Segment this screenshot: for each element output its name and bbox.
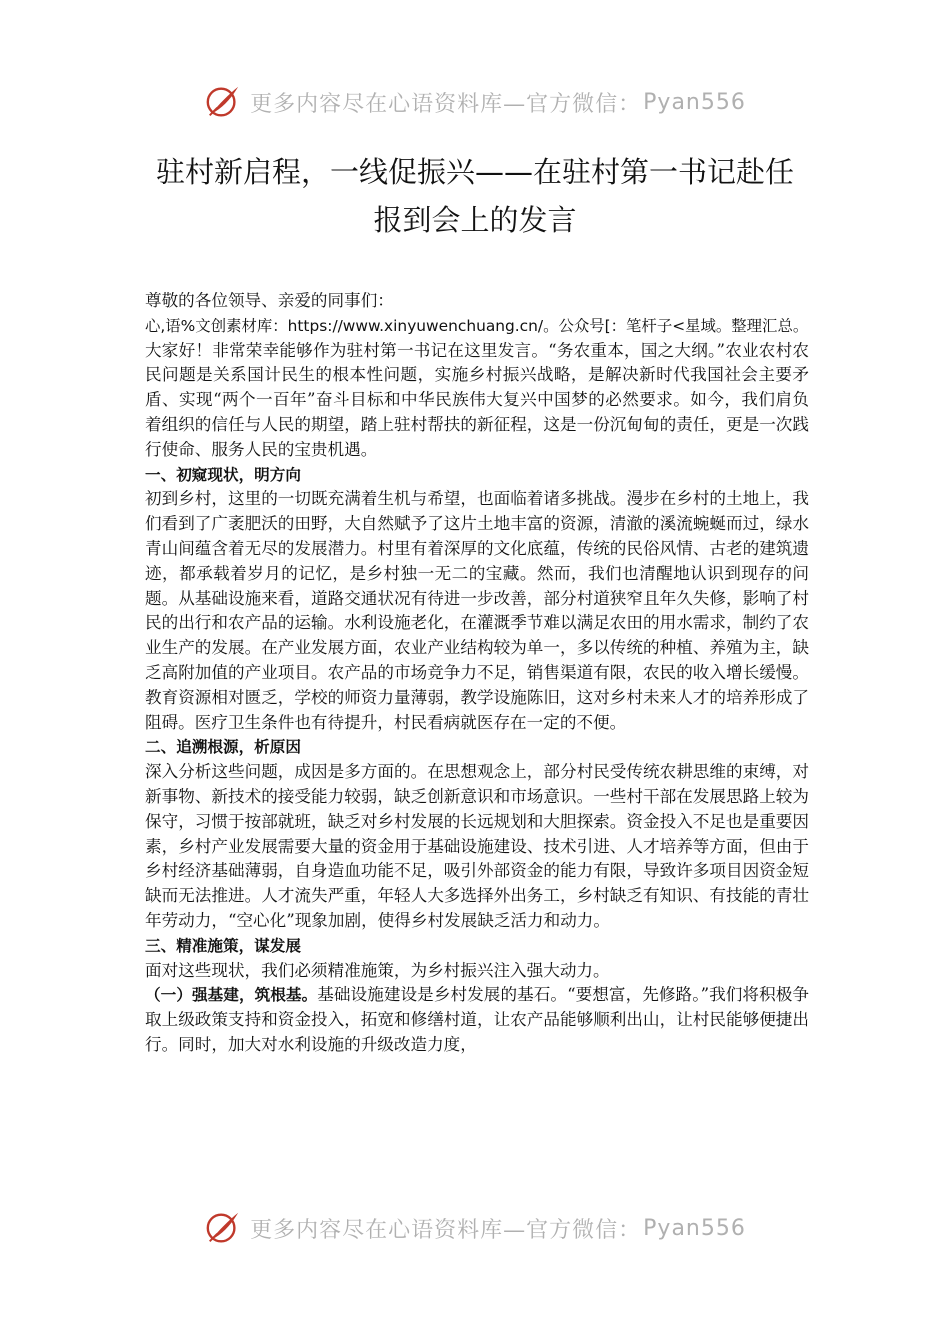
intro-paragraph: 大家好！非常荣幸能够作为驻村第一书记在这里发言。“务农重本，国之大纲。”农业农村农民问题是关系国计民生的根本性问题，实施乡村振兴战略，是解决新时代我国社会主要矛盾、实现“两个一百年”奋斗目标和中华民族伟大复兴中国梦的必然要求。如今，我们肩负着组织的信任与人民的期望，踏上驻村帮扶的新征程，这是一份沉甸甸的责任，更是一次践行使命、服务人民的宝贵机遇。 [145,340,809,459]
section-heading-3: 三、精准施策，谋发展 [145,936,301,955]
feather-pen-logo-icon [204,1209,242,1247]
banner-text: 更多内容尽在心语资料库—官方微信： [250,1217,642,1243]
document-body [145,289,809,1058]
header-watermark-banner [0,82,950,122]
section-heading-2: 二、追溯根源，析原因 [145,738,301,757]
subsection-1-text: 基础设施建设是乡村发展的基石。“要想富，先修路。”我们将积极争取上级政策支持和资金投入，拓宽和修缮村道，让农产品能够顺利出山，让村民能够便捷出行。同时，加大对水利设施的升级改造力度， [145,985,809,1054]
paragraph-3: 面对这些现状，我们必须精准施策，为乡村振兴注入强大动力。 [145,960,610,980]
subsection-1-label: （一）强基建，筑根基。 [145,986,318,1005]
source-note: 心,语%文创素材库：https://www.xinyuwenchuang.cn/。公众号[：笔杆子<星域。整理汇总。 [145,316,809,335]
banner-wechat-id: Pyan556 [643,1215,746,1241]
banner-text: 更多内容尽在心语资料库—官方微信： [250,91,642,117]
paragraph-2: 深入分析这些问题，成因是多方面的。在思想观念上，部分村民受传统农耕思维的束缚，对新事物、新技术的接受能力较弱，缺乏创新意识和市场意识。一些村干部在发展思路上较为保守，习惯于按部就班，缺乏对乡村发展的长远规划和大胆探索。资金投入不足也是重要因素，乡村产业发展需要大量的资金用于基础设施建设、技术引进、人才培养等方面，但由于乡村经济基础薄弱，自身造血功能不足，吸引外部资金的能力有限，导致许多项目因资金短缺而无法推进。人才流失严重，年轻人大多选择外出务工，乡村缺乏有知识、有技能的青壮年劳动力，“空心化”现象加剧，使得乡村发展缺乏活力和动力。 [145,762,809,930]
subsection-1 [145,983,809,1057]
document-title [100,148,850,244]
banner-wechat-id: Pyan556 [643,89,746,115]
paragraph-1: 初到乡村，这里的一切既充满着生机与希望，也面临着诸多挑战。漫步在乡村的土地上，我们看到了广袤肥沃的田野，大自然赋予了这片土地丰富的资源，清澈的溪流蜿蜒而过，绿水青山间蕴含着无尽的发展潜力。村里有着深厚的文化底蕴，传统的民俗风情、古老的建筑遗迹，都承载着岁月的记忆，是乡村独一无二的宝藏。然而，我们也清醒地认识到现存的问题。从基础设施来看，道路交通状况有待进一步改善，部分村道狭窄且年久失修，影响了村民的出行和农产品的运输。水利设施老化，在灌溉季节难以满足农田的用水需求，制约了农业生产的发展。在产业发展方面，农业产业结构较为单一，多以传统的种植、养殖为主，缺乏高附加值的产业项目。农产品的市场竞争力不足，销售渠道有限，农民的收入增长缓慢。教育资源相对匮乏，学校的师资力量薄弱，教学设施陈旧，这对乡村未来人才的培养形成了阻碍。医疗卫生条件也有待提升，村民看病就医存在一定的不便。 [145,489,809,732]
footer-watermark-banner [0,1208,950,1248]
greeting: 尊敬的各位领导、亲爱的同事们： [145,291,394,310]
title-line-1: 驻村新启程，一线促振兴——在驻村第一书记赴任 [155,155,794,189]
title-line-2: 报到会上的发言 [373,203,577,237]
section-heading-1: 一、初窥现状，明方向 [145,465,301,484]
feather-pen-logo-icon [204,83,242,121]
